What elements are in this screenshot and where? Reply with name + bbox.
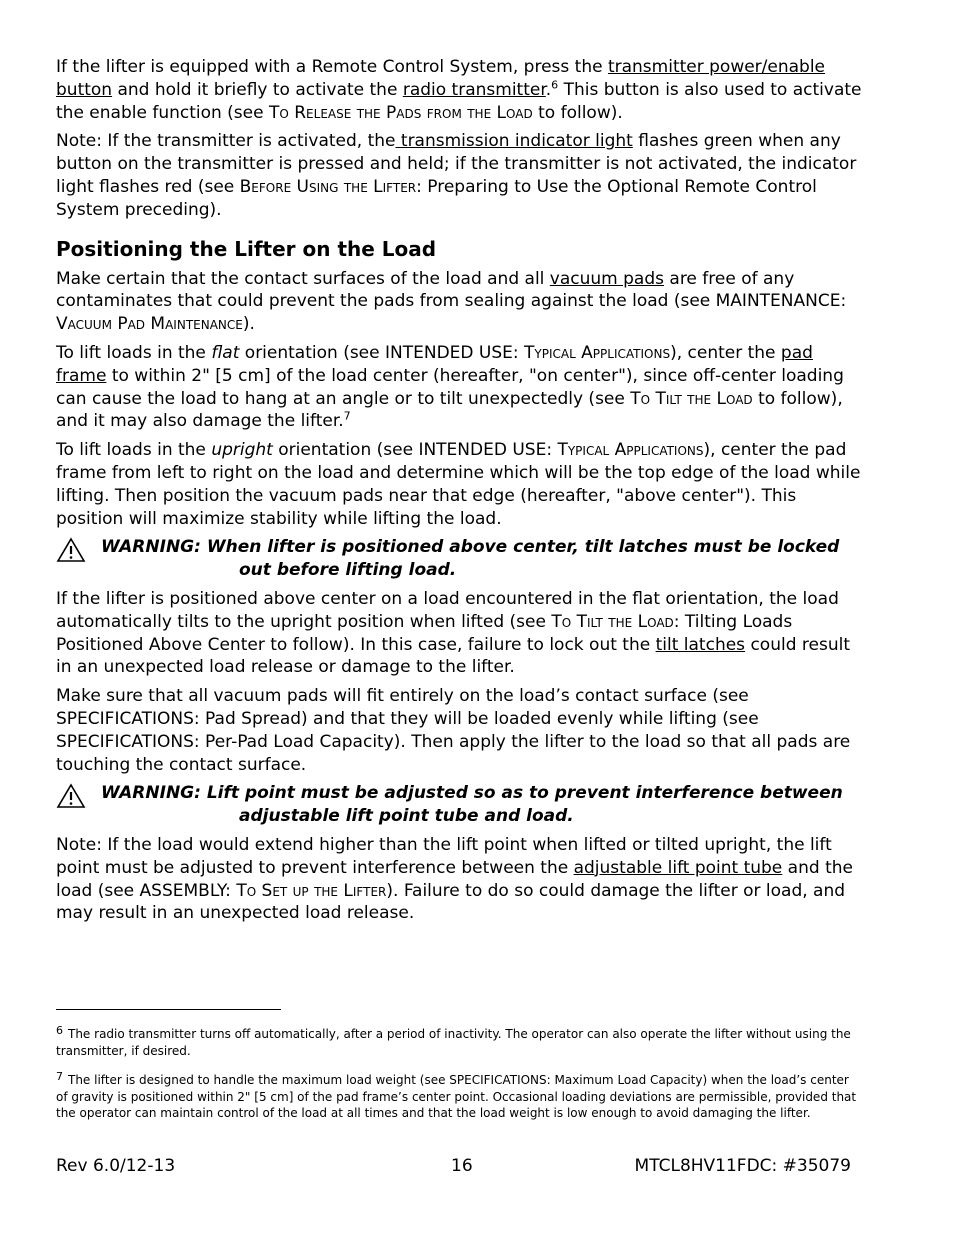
- paragraph-transmitter-note: Note: If the transmitter is activated, the transmission indicator light flashes green when any button on the transmitter is pressed and held; if the transmitter is not activated, the indicator light flashes red (see Before Using the Lifter: Preparing to Use the Optional Remote Control System preceding).: [56, 131, 857, 220]
- link-transmitter-power-enable-button: transmitter power/enable button: [56, 57, 826, 100]
- paragraph-lift-point-note: Note: If the load would extend higher than the lift point when lifted or tilted upright, the lift point must be adjusted to prevent interference between the adjustable lift point tube and the load (see ASSEMBLY: To Set up the Lifter). Failure to do so could damage the lifter or load, and may result in an unexpected load release.: [56, 834, 853, 924]
- paragraph-upright-orientation: To lift loads in the upright orientation (see INTENDED USE: Typical Applications), center the pad frame from left to right on the load and determine which will be the top edge of the load while lifting. Then position the vacuum pads near that edge (hereafter, "above center"). This position will maximize stability while lifting the load.: [56, 440, 861, 529]
- link-radio-transmitter: radio transmitter: [402, 79, 546, 100]
- footnote-ref-6: 6: [551, 78, 559, 92]
- ref-vacuum-pad-maintenance: Vacuum Pad Maintenance: [56, 314, 243, 335]
- link-pad-frame: pad frame: [56, 342, 813, 386]
- revision-label: Rev 6.0/12-13: [56, 1156, 176, 1176]
- page-body: [56, 56, 864, 931]
- section-heading: Positioning the Lifter on the Load: [56, 236, 437, 261]
- footnote-divider: [56, 1009, 281, 1010]
- warning-triangle-icon: [56, 783, 86, 809]
- paragraph-flat-orientation: To lift loads in the flat orientation (see INTENDED USE: Typical Applications), center the pad frame to within 2" [5 cm] of the load center (hereafter, "on center"), since off-center loading can cause the load to hang at an angle or to tilt unexpectedly (see To Tilt the Load to follow), and it may also damage the lifter.$^7$: [56, 342, 844, 432]
- link-transmission-indicator-light: transmission indicator light: [395, 131, 633, 152]
- paragraph-contact-surfaces: Make certain that the contact surfaces of the load and all vacuum pads are free of any contaminates that could prevent the pads from sealing against the load (see MAINTENANCE: Vacuum Pad Maintenance).: [56, 268, 847, 335]
- ref-tilt-load-2: To Tilt the Load: [551, 611, 674, 632]
- warning-triangle-icon: [56, 537, 86, 563]
- ref-set-up-lifter: To Set up the Lifter: [236, 880, 387, 901]
- ref-before-using: Before Using the Lifter: [239, 176, 417, 197]
- footnote-7: $^7$ The lifter is designed to handle the maximum load weight (see SPECIFICATIONS: Maximum Load Capacity) when the load’s center of gravity is positioned within 2" [5 cm] of the pad frame’s center point. Occasional loading deviations are permissible, provided that the operator can maintain control of the load at all times and that the load weight is low enough to avoid damaging the lifter.: [56, 1070, 857, 1120]
- link-adjustable-lift-point-tube: adjustable lift point tube: [573, 857, 783, 878]
- link-vacuum-pads: vacuum pads: [549, 268, 664, 289]
- document-id: MTCL8HV11FDC: #35079: [634, 1156, 851, 1176]
- paragraph-pad-fit: Make sure that all vacuum pads will fit entirely on the load’s contact surface (see SPECIFICATIONS: Pad Spread) and that they will be loaded evenly while lifting (see SPECIFICATIONS: Per-Pad Load Capacity). Then apply the lifter to the load so that all pads are touching the contact surface.: [56, 686, 851, 775]
- page-footer: [56, 1156, 864, 1178]
- link-tilt-latches: tilt latches: [655, 634, 746, 655]
- paragraph-remote-control: If the lifter is equipped with a Remote Control System, press the transmitter power/enable button and hold it briefly to activate the radio transmitter.$^6$ This button is also used to activate the enable function (see To Release the Pads from the Load to follow).: [56, 57, 862, 123]
- ref-typical-applications: Typical Applications: [524, 342, 671, 363]
- warning-lift-point: WARNING: Lift point must be adjusted so as to prevent interference between adjustable lift point tube and load.: [56, 782, 864, 828]
- ref-typical-applications-2: Typical Applications: [557, 440, 704, 461]
- ref-release-pads: To Release the Pads from the Load: [269, 102, 533, 123]
- warning-tilt-latches: WARNING: When lifter is positioned above center, tilt latches must be locked out before lifting load.: [56, 536, 864, 582]
- ref-tilt-load: To Tilt the Load: [630, 388, 753, 409]
- paragraph-above-center: If the lifter is positioned above center on a load encountered in the flat orientation, the load automatically tilts to the upright position when lifted (see To Tilt the Load: Tilting Loads Positioned Above Center to follow). In this case, failure to lock out the tilt latches could result in an unexpected load release or damage to the lifter.: [56, 588, 850, 678]
- page-number: 16: [451, 1156, 473, 1176]
- footnote-6: $^6$ The radio transmitter turns off automatically, after a period of inactivity. The operator can also operate the lifter without using the transmitter, if desired.: [56, 1024, 851, 1058]
- footnote-ref-7: 7: [343, 409, 351, 423]
